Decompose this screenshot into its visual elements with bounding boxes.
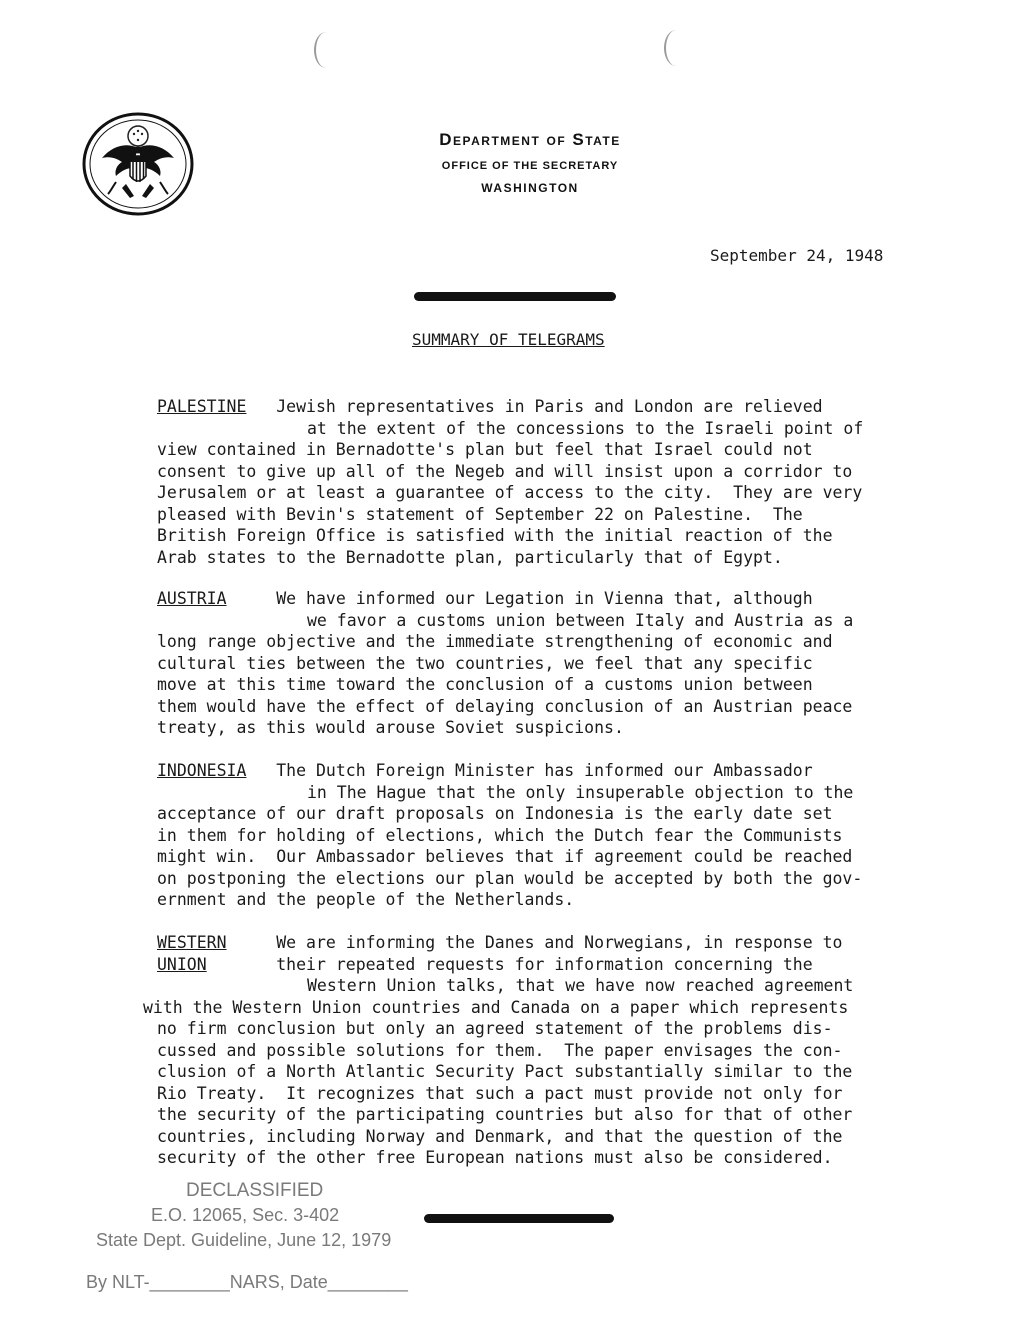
section-line: Arab states to the Bernadotte plan, particularly that of Egypt. — [157, 547, 783, 567]
stamp-guideline: State Dept. Guideline, June 12, 1979 — [96, 1230, 392, 1250]
department-name: Department of State — [439, 130, 621, 149]
section-line: British Foreign Office is satisfied with the initial reaction of the — [157, 526, 833, 545]
section-line: ernment and the people of the Netherlands. — [157, 890, 575, 909]
section-first-line: PALESTINE Jewish representatives in Paris and London are relieved — [157, 397, 823, 416]
section-line: pleased with Bevin's statement of September 22 on Palestine. The — [157, 504, 803, 524]
section-line: countries, including Norway and Denmark, and that the question of the — [157, 1126, 843, 1146]
section-line: Jerusalem or at least a guarantee of access to the city. They are very — [157, 483, 863, 502]
section-line: long range objective and the immediate strengthening of economic and — [157, 632, 833, 651]
section-line: clusion of a North Atlantic Security Pact substantially similar to the — [157, 1062, 853, 1081]
section-line: we favor a customs union between Italy and Austria as a — [307, 610, 854, 630]
section-line: move at this time toward the conclusion of a customs union between — [157, 675, 813, 694]
document-date: September 24, 1948 — [710, 246, 884, 265]
punch-hole-left — [314, 32, 338, 68]
section-austria — [157, 588, 917, 739]
section-line: Rio Treaty. It recognizes that such a pact must provide not only for — [157, 1083, 843, 1103]
state-department-seal-icon — [82, 112, 194, 216]
page-title: SUMMARY OF TELEGRAMS — [412, 330, 605, 349]
section-line: with the Western Union countries and Canada on a paper which represents — [143, 997, 849, 1017]
section-line: consent to give up all of the Negeb and will insist upon a corridor to — [157, 461, 853, 481]
section-line: view contained in Bernadotte's plan but feel that Israel could not — [157, 440, 813, 459]
city-name: WASHINGTON — [481, 181, 579, 195]
office-name: OFFICE OF THE SECRETARY — [441, 160, 619, 172]
section-line: on postponing the elections our plan would be accepted by both the gov- — [157, 868, 863, 888]
section-heading: INDONESIA — [157, 761, 247, 780]
stamp-executive-order: E.O. 12065, Sec. 3-402 — [151, 1205, 340, 1225]
section-first-line: WESTERN We are informing the Danes and Norwegians, in response to — [157, 933, 843, 952]
section-line: acceptance of our draft proposals on Indonesia is the early date set — [157, 804, 833, 823]
declassification-stamp — [86, 1180, 416, 1300]
section-line: cussed and possible solutions for them. The paper envisages the con- — [157, 1040, 843, 1060]
stamp-declassified: DECLASSIFIED — [186, 1180, 324, 1201]
section-line: in them for holding of elections, which the Dutch fear the Communists — [157, 825, 843, 845]
section-line: them would have the effect of delaying conclusion of an Austrian peace — [157, 696, 853, 716]
section-western-union — [143, 932, 917, 1169]
section-heading: WESTERN — [157, 933, 227, 952]
classification-marking-top — [414, 292, 616, 301]
section-line: the security of the participating countries but also for that of other — [157, 1105, 853, 1124]
section-heading-continued: UNION — [157, 954, 207, 974]
section-line: might win. Our Ambassador believes that if agreement could be reached — [157, 847, 853, 866]
section-line: in The Hague that the only insuperable objection to the — [307, 782, 854, 802]
section-line: Western Union talks, that we have now reached agreement — [307, 976, 854, 995]
classification-marking-bottom — [424, 1214, 614, 1223]
section-palestine — [157, 396, 917, 568]
stamp-authority: By NLT-________NARS, Date________ — [86, 1272, 408, 1292]
section-second-line: UNION their repeated requests for information concerning the — [157, 954, 813, 974]
section-first-line: AUSTRIA We have informed our Legation in Vienna that, although — [157, 589, 813, 608]
section-heading: AUSTRIA — [157, 589, 227, 608]
section-line: no firm conclusion but only an agreed statement of the problems dis- — [157, 1019, 833, 1038]
section-line: treaty, as this would arouse Soviet suspicions. — [157, 718, 624, 737]
letterhead — [360, 130, 700, 195]
section-heading: PALESTINE — [157, 397, 247, 416]
section-first-line: INDONESIA The Dutch Foreign Minister has informed our Ambassador — [157, 761, 813, 780]
section-line: at the extent of the concessions to the Israeli point of — [307, 418, 864, 438]
section-indonesia — [157, 760, 917, 911]
punch-hole-right — [664, 30, 688, 66]
section-line: cultural ties between the two countries, we feel that any specific — [157, 653, 813, 673]
section-line: security of the other free European nations must also be considered. — [157, 1148, 833, 1167]
